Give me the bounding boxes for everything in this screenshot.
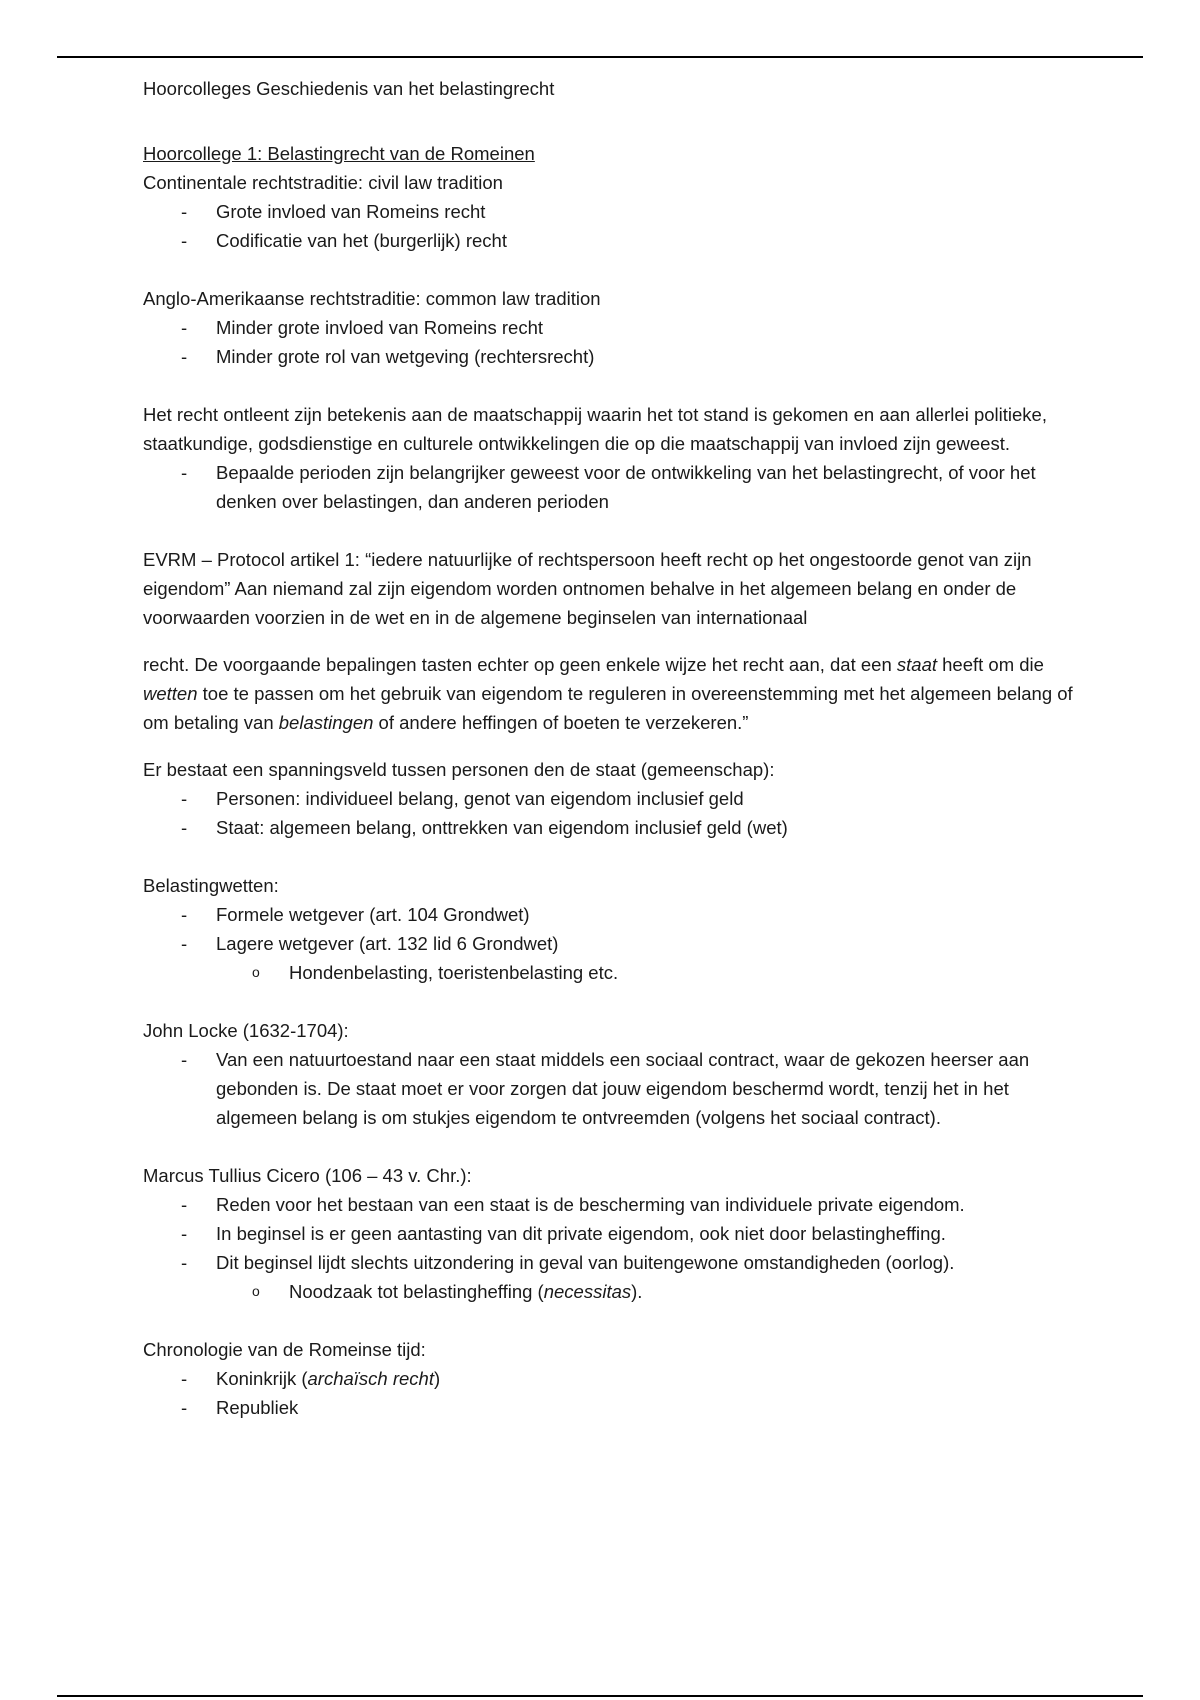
continental-heading: Continentale rechtstraditie: civil law tradition: [143, 172, 503, 193]
list-item: - Minder grote invloed van Romeins recht: [143, 313, 1073, 342]
anglo-list: [143, 313, 1073, 371]
list-item: - Dit beginsel lijdt slechts uitzondering in geval van buitengewone omstandigheden (oorlog). o Noodzaak tot belastingheffing (necessitas).: [143, 1248, 1073, 1306]
dash-bullet: -: [181, 817, 188, 838]
dash-bullet: -: [181, 788, 188, 809]
dash-bullet: -: [181, 1194, 188, 1215]
locke-list: [143, 1045, 1073, 1132]
dash-bullet: -: [181, 1397, 188, 1418]
tension-list: [143, 784, 1073, 842]
top-rule: [57, 56, 1143, 58]
list-item: - Lagere wetgever (art. 132 lid 6 Grondwet) o Hondenbelasting, toeristenbelasting etc.: [143, 929, 1073, 987]
tax-laws-sublist: [216, 958, 1073, 987]
list-item: - In beginsel is er geen aantasting van dit private eigendom, ook niet door belastingheffing.: [143, 1219, 1073, 1248]
dash-bullet: -: [181, 230, 188, 251]
list-item: - Republiek: [143, 1393, 1073, 1422]
cicero-heading: Marcus Tullius Cicero (106 – 43 v. Chr.):: [143, 1165, 472, 1186]
cicero-list: [143, 1190, 1073, 1306]
list-item: - Personen: individueel belang, genot van eigendom inclusief geld: [143, 784, 1073, 813]
circle-bullet: o: [252, 964, 260, 980]
list-item: o Hondenbelasting, toeristenbelasting etc.: [216, 958, 1073, 987]
dash-bullet: -: [181, 1223, 188, 1244]
tax-laws-list: [143, 900, 1073, 987]
list-item: - Bepaalde perioden zijn belangrijker geweest voor de ontwikkeling van het belastingrecht, of voor het denken over belastingen, dan anderen perioden: [143, 458, 1073, 516]
continental-list: [143, 197, 1073, 255]
meaning-list: [143, 458, 1073, 516]
locke-heading: John Locke (1632-1704):: [143, 1020, 349, 1041]
dash-bullet: -: [181, 346, 188, 367]
bottom-rule: [57, 1695, 1143, 1697]
evrm-paragraph-1: EVRM – Protocol artikel 1: “iedere natuurlijke of rechtspersoon heeft recht op het ongestoorde genot van zijn eigendom” Aan niemand zal zijn eigendom worden ontnomen behalve in het algemeen belang en onder de voorwaarden voorzien in de wet en in de algemene beginselen van internationaal: [143, 549, 1032, 628]
document-body: [143, 74, 1073, 1422]
anglo-heading: Anglo-Amerikaanse rechtstraditie: common law tradition: [143, 288, 601, 309]
dash-bullet: -: [181, 317, 188, 338]
list-item: - Reden voor het bestaan van een staat is de bescherming van individuele private eigendom.: [143, 1190, 1073, 1219]
list-item: - Minder grote rol van wetgeving (rechtersrecht): [143, 342, 1073, 371]
lecture-heading: Hoorcollege 1: Belastingrecht van de Romeinen: [143, 143, 535, 164]
dash-bullet: -: [181, 1368, 188, 1389]
tension-heading: Er bestaat een spanningsveld tussen personen den de staat (gemeenschap):: [143, 759, 775, 780]
list-item: - Koninkrijk (archaïsch recht): [143, 1364, 1073, 1393]
evrm-paragraph-2: recht. De voorgaande bepalingen tasten echter op geen enkele wijze het recht aan, dat een staat heeft om die wetten toe te passen om het gebruik van eigendom te reguleren in overeenstemming met het algemeen belang of om betaling van belastingen of andere heffingen of boeten te verzekeren.”: [143, 654, 1073, 733]
dash-bullet: -: [181, 462, 188, 483]
cicero-sublist: [216, 1277, 1073, 1306]
list-item: - Staat: algemeen belang, onttrekken van eigendom inclusief geld (wet): [143, 813, 1073, 842]
list-item: - Van een natuurtoestand naar een staat middels een sociaal contract, waar de gekozen heerser aan gebonden is. De staat moet er voor zorgen dat jouw eigendom beschermd wordt, tenzij het in het algemeen belang is om stukjes eigendom te ontvreemden (volgens het sociaal contract).: [143, 1045, 1073, 1132]
dash-bullet: -: [181, 1252, 188, 1273]
dash-bullet: -: [181, 933, 188, 954]
chronology-list: [143, 1364, 1073, 1422]
dash-bullet: -: [181, 201, 188, 222]
list-item: - Formele wetgever (art. 104 Grondwet): [143, 900, 1073, 929]
list-item: o Noodzaak tot belastingheffing (necessitas).: [216, 1277, 1073, 1306]
list-item: - Codificatie van het (burgerlijk) recht: [143, 226, 1073, 255]
list-item: - Grote invloed van Romeins recht: [143, 197, 1073, 226]
chronology-heading: Chronologie van de Romeinse tijd:: [143, 1339, 426, 1360]
tax-laws-heading: Belastingwetten:: [143, 875, 279, 896]
dash-bullet: -: [181, 904, 188, 925]
circle-bullet: o: [252, 1283, 260, 1299]
document-title: Hoorcolleges Geschiedenis van het belastingrecht: [143, 78, 555, 99]
meaning-paragraph: Het recht ontleent zijn betekenis aan de maatschappij waarin het tot stand is gekomen en aan allerlei politieke, staatkundige, godsdienstige en culturele ontwikkelingen die op die maatschappij van invloed zijn geweest.: [143, 404, 1047, 454]
dash-bullet: -: [181, 1049, 188, 1070]
